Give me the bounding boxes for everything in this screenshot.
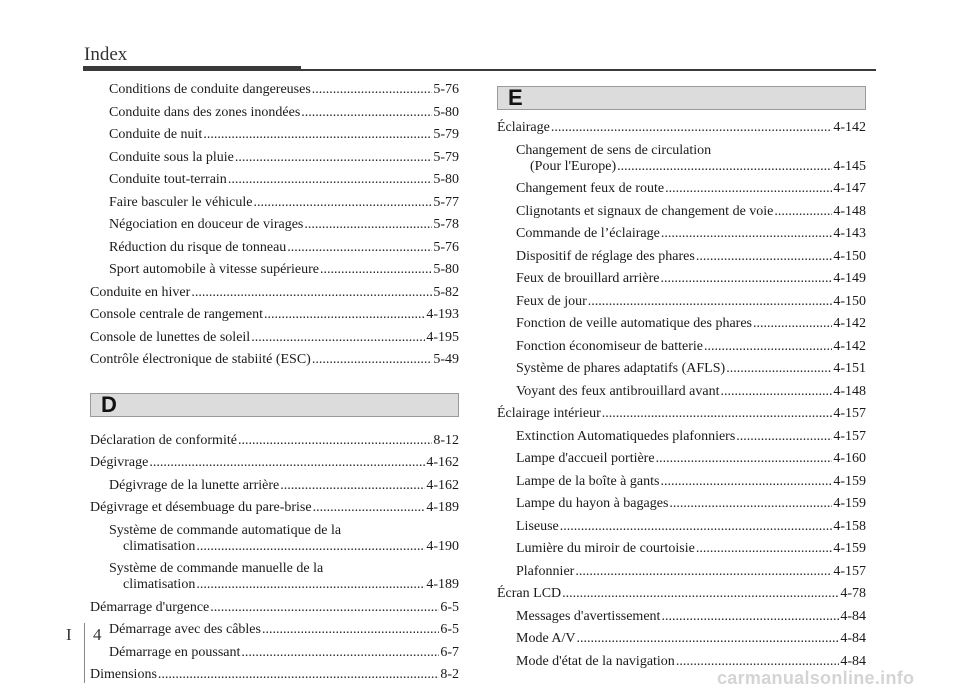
index-entry: Dégivrage de la lunette arrière ..... 4-162 xyxy=(90,478,459,501)
index-entry: Système de phares adaptatifs (AFLS) ..... 4-151 xyxy=(497,361,866,384)
index-entry: Éclairage intérieur ..... 4-157 xyxy=(497,406,866,429)
index-entry: Contrôle électronique de stabiité (ESC) ..... 5-49 xyxy=(90,352,459,375)
index-entry: climatisation ..... 4-189 xyxy=(90,577,459,600)
index-entry: Dispositif de réglage des phares ..... 4-150 xyxy=(497,249,866,272)
index-entry: Démarrage d'urgence ..... 6-5 xyxy=(90,600,459,623)
index-entry: Clignotants et signaux de changement de voie ..... 4-148 xyxy=(497,204,866,227)
index-entry: Feux de jour ..... 4-150 xyxy=(497,294,866,317)
section-letter-bar-d xyxy=(90,393,459,417)
index-entry: Dégivrage ..... 4-162 xyxy=(90,455,459,478)
header-rule xyxy=(83,69,876,71)
index-entry: Conduite dans des zones inondées ..... 5-80 xyxy=(90,105,459,128)
page-header-title: Index xyxy=(84,44,128,65)
index-entry: Messages d'avertissement ..... 4-84 xyxy=(497,609,866,632)
index-entry: Console centrale de rangement ..... 4-193 xyxy=(90,307,459,330)
index-entry: Écran LCD ..... 4-78 xyxy=(497,586,866,609)
index-entry: Commande de l’éclairage ..... 4-143 xyxy=(497,226,866,249)
section-letter: D xyxy=(101,391,117,417)
index-entry: Changement feux de route ..... 4-147 xyxy=(497,181,866,204)
watermark: carmanualsonline.info xyxy=(717,668,915,688)
index-entry: Conduite sous la pluie ..... 5-79 xyxy=(90,150,459,173)
index-entry: Conduite en hiver ..... 5-82 xyxy=(90,285,459,308)
index-entry: Sport automobile à vitesse supérieure ..... 5-80 xyxy=(90,262,459,285)
index-entry: Faire basculer le véhicule ..... 5-77 xyxy=(90,195,459,218)
index-entry-multiline: Système de commande automatique de la xyxy=(109,522,342,538)
index-entry: Fonction économiseur de batterie ..... 4-142 xyxy=(497,339,866,362)
index-entry: Démarrage en poussant ..... 6-7 xyxy=(90,645,459,668)
index-entry: Éclairage ..... 4-142 xyxy=(497,120,866,143)
index-entry: Extinction Automatiquedes plafonniers ..... 4-157 xyxy=(497,429,866,452)
index-entry: Dégivrage et désembuage du pare-brise ..... 4-189 xyxy=(90,500,459,523)
footer-divider xyxy=(84,623,85,683)
index-entry: Lampe d'accueil portière ..... 4-160 xyxy=(497,451,866,474)
index-entry: Dimensions ..... 8-2 xyxy=(90,667,459,690)
index-entry: climatisation ..... 4-190 xyxy=(90,539,459,562)
index-entry: (Pour l'Europe) ..... 4-145 xyxy=(497,159,866,182)
index-entry: Mode d'état de la navigation ..... 4-84 xyxy=(497,654,866,677)
index-entry: Conduite tout-terrain ..... 5-80 xyxy=(90,172,459,195)
index-column-left xyxy=(90,82,459,690)
index-entry: Conduite de nuit ..... 5-79 xyxy=(90,127,459,150)
index-entry: Feux de brouillard arrière ..... 4-149 xyxy=(497,271,866,294)
index-entry-multiline: Changement de sens de circulation xyxy=(516,142,712,158)
index-entry: Démarrage avec des câbles ..... 6-5 xyxy=(90,622,459,645)
index-entry: Voyant des feux antibrouillard avant ..... 4-148 xyxy=(497,384,866,407)
index-entry: Mode A/V ..... 4-84 xyxy=(497,631,866,654)
index-entry: Réduction du risque de tonneau ..... 5-76 xyxy=(90,240,459,263)
index-entry: Fonction de veille automatique des phares ..... 4-142 xyxy=(497,316,866,339)
index-entry: Négociation en douceur de virages ..... 5-78 xyxy=(90,217,459,240)
section-letter-bar-e xyxy=(497,86,866,110)
index-entry: Déclaration de conformité ..... 8-12 xyxy=(90,433,459,456)
index-entry: Console de lunettes de soleil ..... 4-195 xyxy=(90,330,459,353)
footer-section-letter: I xyxy=(66,625,72,644)
index-entry: Conditions de conduite dangereuses ..... 5-76 xyxy=(90,82,459,105)
index-entry: Liseuse ..... 4-158 xyxy=(497,519,866,542)
index-entry: Plafonnier ..... 4-157 xyxy=(497,564,866,587)
index-entry-multiline: Système de commande manuelle de la xyxy=(109,561,324,576)
index-entry: Lumière du miroir de courtoisie ..... 4-159 xyxy=(497,541,866,564)
section-letter: E xyxy=(508,85,523,110)
index-column-right xyxy=(497,82,866,676)
index-entry: Lampe du hayon à bagages ..... 4-159 xyxy=(497,496,866,519)
index-entry: Lampe de la boîte à gants ..... 4-159 xyxy=(497,474,866,497)
footer-page-number: 4 xyxy=(93,625,102,644)
